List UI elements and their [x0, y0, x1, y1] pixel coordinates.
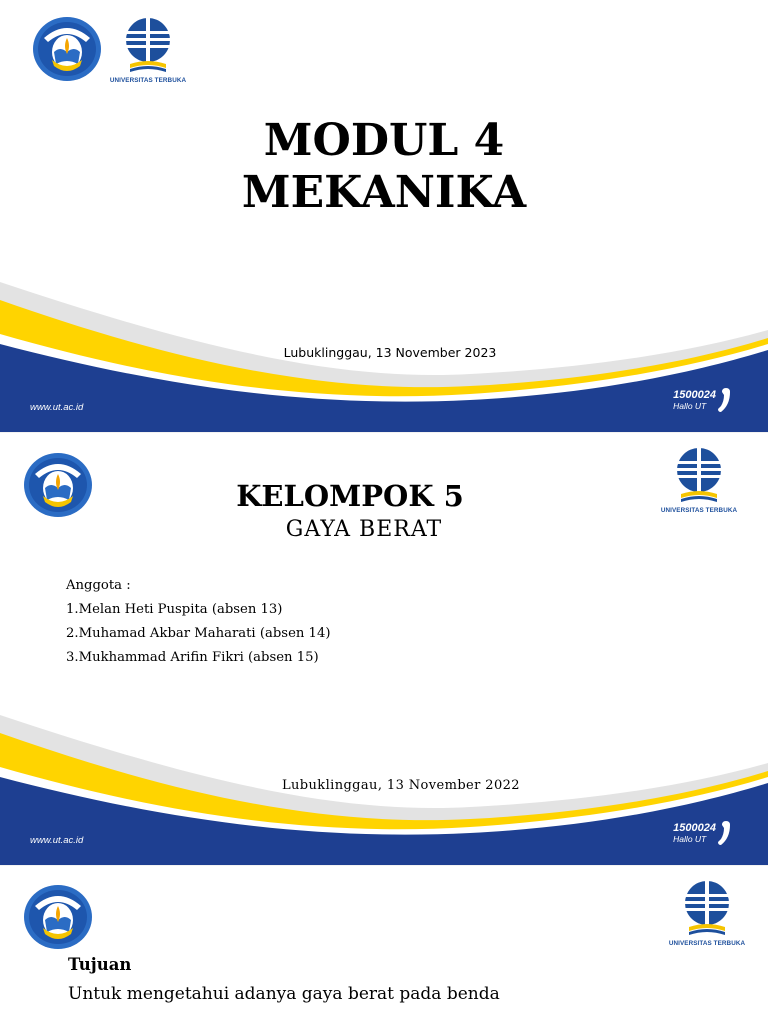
member-item: 1.Melan Heti Puspita (absen 13) — [66, 602, 283, 617]
footer-website: www.ut.ac.id — [30, 835, 84, 846]
modul-subject: MEKANIKA — [241, 167, 527, 218]
modul-title: MODUL 4 — [263, 115, 505, 166]
phone-icon — [717, 387, 731, 413]
ut-logo-caption: UNIVERSITAS TERBUKA — [109, 77, 187, 84]
objective-text: Untuk mengetahui adanya gaya berat pada benda — [68, 984, 500, 1004]
tut-wuri-handayani-logo — [32, 16, 102, 82]
tut-wuri-handayani-logo — [23, 884, 93, 950]
ut-emblem-icon — [667, 879, 747, 939]
member-item: 3.Mukhammad Arifin Fikri (absen 15) — [66, 650, 319, 665]
ut-emblem-icon — [108, 16, 188, 76]
group-title: KELOMPOK 5 — [236, 479, 464, 513]
phone-icon — [717, 820, 731, 846]
slide-2 — [0, 433, 768, 865]
slide-1 — [0, 0, 768, 432]
universitas-terbuka-logo — [667, 879, 747, 951]
slide-3 — [0, 866, 768, 1024]
footer-website: www.ut.ac.id — [30, 402, 84, 413]
hotline-number: 1500024 — [673, 389, 716, 401]
footer-hotline — [673, 390, 716, 412]
hallo-ut-label: Hallo UT — [673, 834, 707, 844]
members-heading: Anggota : — [66, 578, 131, 593]
ut-logo-caption: UNIVERSITAS TERBUKA — [668, 940, 746, 947]
topic-subtitle: GAYA BERAT — [285, 517, 443, 542]
slide-1-date: Lubuklinggau, 13 November 2023 — [283, 345, 497, 360]
hotline-number: 1500024 — [673, 822, 716, 834]
members-list — [66, 574, 330, 670]
hallo-ut-label: Hallo UT — [673, 401, 707, 411]
universitas-terbuka-logo — [108, 16, 188, 88]
footer-hotline — [673, 823, 716, 845]
member-item: 2.Muhamad Akbar Maharati (absen 14) — [66, 626, 331, 641]
ut-logo-caption: UNIVERSITAS TERBUKA — [660, 507, 738, 514]
objective-heading: Tujuan — [68, 955, 132, 974]
slide-2-date: Lubuklinggau, 13 November 2022 — [282, 778, 520, 793]
